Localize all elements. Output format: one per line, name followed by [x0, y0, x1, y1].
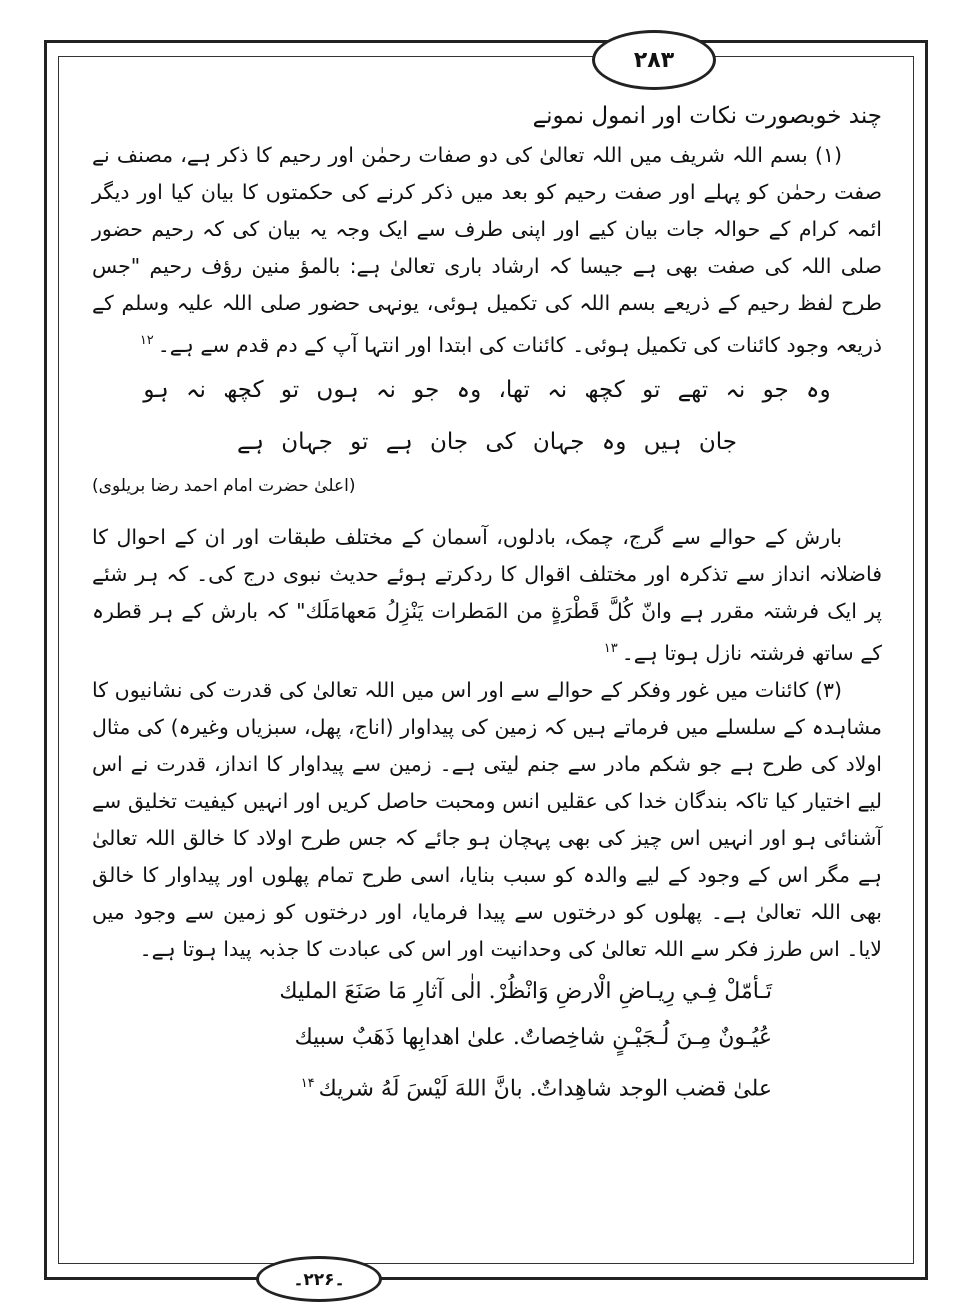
poem-attribution: (اعلیٰ حضرت امام احمد رضا بریلوی)	[92, 475, 356, 496]
paragraph-2	[92, 519, 882, 672]
footer-page-number: ۔۲۲۶۔	[293, 1269, 345, 1290]
page-number-header	[592, 30, 716, 90]
verse-line-2: عُيُـونٌ مِـنَ لُـجَيْـنٍ شاخِصاتٌ. علىٰ اهدابِها ذَهَبٌ سبيك	[294, 1024, 772, 1050]
page-content	[92, 98, 882, 1111]
footnote-marker-13: ۱۳	[603, 640, 618, 656]
footnote-marker-14: ۱۴	[300, 1075, 315, 1091]
section-heading: چند خوبصورت نکات اور انمول نمونے	[532, 103, 882, 129]
poem-line-2: جان ہیں وہ جہان کی جان ہے تو جہان ہے	[236, 428, 738, 455]
paragraph-1-text: (۱) بسم اللہ شریف میں اللہ تعالیٰ کی دو صفات رحمٰن اور رحیم کا ذکر ہے، مصنف نے صفت رحمٰن کو پہلے اور صفت رحیم کو بعد میں ذکر کرنے کی حکمتوں کا بیان کیا اور دیگر ائمہ کرام کے حوالہ جات بیان کیے اور اپنی طرف سے ایک وجہ یہ بیان کی کہ رحیم حضور صلی اللہ کی صفت بھی ہے جیسا کہ ارشاد باری تعالیٰ ہے: بالمؤ منین رؤف رحیم "جس طرح لفظ رحیم کے ذریعے بسم اللہ کی تکمیل ہوئی، یونہی حضور صلی اللہ علیہ وسلم کے ذریعہ وجود کائنات کی تکمیل ہوئی۔ کائنات کی ابتدا اور انتہا آپ کے دم قدم سے ہے۔	[92, 143, 882, 357]
paragraph-2-text: بارش کے حوالے سے گرج، چمک، بادلوں، آسمان کے مختلف طبقات اور ان کے احوال کا فاضلانہ انداز سے تذکرہ اور مختلف اقوال کا ردکرتے ہوئے حدیث نبوی درج کی۔ کہ ہر شئے پر ایک فرشتہ مقرر ہے وانّ کُلَّ قَطْرَةٍ من المَطرات يَنْزِلُ مَعهامَلَك" کہ بارش کے ہر قطرہ کے ساتھ فرشتہ نازل ہوتا ہے۔	[92, 524, 882, 665]
verse-line-1: تَـأمّلْ فِـي رِيـاضِ الْارضِ وَانْظُرْ. الٰى آثارِ مَا صَنَعَ المليك	[279, 978, 772, 1004]
footnote-marker-12: ۱۲	[139, 333, 154, 348]
paragraph-3-text: (۳) کائنات میں غور وفکر کے حوالے سے اور اس میں اللہ تعالیٰ کی قدرت کی نشانیوں کا مشاہدہ کے سلسلے میں فرماتے ہیں کہ زمین کی پیداوار (اناج، پھل، سبزیاں وغیرہ) کی مثال اولاد کی طرح ہے جو شکم مادر سے جنم لیتی ہے۔ زمین سے پیداوار کا انداز، قدرت نے اس لیے اختیار کیا تاکہ بندگان خدا کی عقلیں انس ومحبت حاصل کریں اور انہیں کیفیت تخلیق سے آشنائی ہو اور انہیں اس چیز کی بھی پہچان ہو جائے کہ جس طرح اولاد کا خالق اللہ تعالیٰ ہے مگر اس کے وجود کے لیے والدہ کو سبب بنایا، اسی طرح تمام پھلوں اور پیداوار کا خالق بھی اللہ تعالیٰ ہے۔ پھلوں کو درختوں سے پیدا فرمایا، اور درختوں کو زمین سے وجود میں لایا۔ اس طرز فکر سے اللہ تعالیٰ کی وحدانیت اور اس کی عبادت کا جذبہ پیدا ہوتا ہے۔	[92, 677, 882, 961]
verse-line-3	[92, 1062, 882, 1111]
paragraph-3	[92, 672, 882, 968]
header-page-number: ۲۸۳	[633, 47, 675, 73]
verse-line-3-text: علىٰ قضب الوجد شاهِداتٌ. بانَّ اللهَ لَيْسَ لَهُ شريك	[318, 1075, 772, 1101]
paragraph-1	[92, 137, 882, 364]
poem-line-1: وہ جو نہ تھے تو کچھ نہ تھا، وہ جو نہ ہوں تو کچھ نہ ہو	[143, 376, 831, 403]
page-number-footer	[256, 1256, 382, 1302]
